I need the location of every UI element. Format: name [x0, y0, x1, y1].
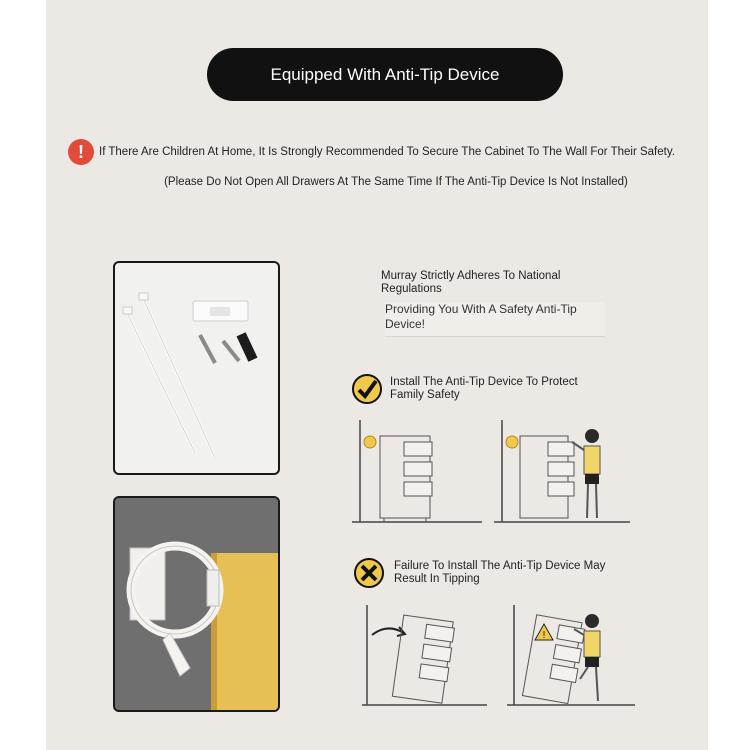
tipping-cabinet — [392, 615, 455, 703]
install-caption: Install The Anti-Tip Device To Protect Family Safety — [390, 376, 578, 401]
exclamation-icon: ! — [68, 139, 94, 165]
cabinet-side — [215, 553, 278, 710]
warning-row — [68, 139, 708, 165]
cable-tie-2-head — [139, 293, 148, 300]
checkmark-icon — [352, 374, 382, 404]
screw-1 — [200, 335, 215, 363]
kit-contents-illustration — [115, 263, 278, 473]
svg-text:!: ! — [542, 630, 546, 641]
child-head — [585, 429, 599, 443]
anti-tip-anchor-icon — [364, 436, 376, 448]
cable-tie-1-head — [123, 307, 132, 314]
drawer-3 — [404, 482, 432, 496]
strap-buckle — [207, 570, 219, 606]
cable-tie-1-edge — [127, 313, 195, 453]
warning-text: If There Are Children At Home, It Is Strongly Recommended To Secure The Cabinet To The Wall For Their Safety. — [99, 146, 675, 158]
tipping-cabinet-2 — [522, 615, 585, 704]
drawer-note: (Please Do Not Open All Drawers At The Same Time If The Anti-Tip Device Is Not Installed) — [164, 176, 628, 188]
section-title: Equipped With Anti-Tip Device — [270, 64, 500, 84]
child-shirt — [584, 446, 600, 474]
wall-bracket-slot — [210, 307, 230, 316]
drawer-2-1 — [548, 442, 574, 456]
climbing-child-shirt — [584, 631, 600, 657]
kit-contents-photo — [113, 261, 280, 475]
screw-2 — [223, 341, 239, 361]
installed-cabinet-illustration — [352, 420, 632, 525]
x-mark-icon — [354, 558, 384, 588]
regulation-subline: Providing You With A Safety Anti-Tip Device! — [385, 302, 605, 337]
cable-tie-2-edge — [143, 298, 215, 458]
drawer-2-2 — [548, 462, 574, 476]
tipping-cabinet-illustration — [352, 605, 637, 710]
tip-arrow-icon — [372, 628, 404, 635]
drawer-2-3 — [548, 482, 574, 496]
regulation-headline: Murray Strictly Adheres To National Regulations — [381, 270, 561, 295]
drawer-2 — [404, 462, 432, 476]
drawer-1 — [404, 442, 432, 456]
strap-closeup-illustration — [115, 498, 278, 710]
strap-closeup-photo — [113, 496, 280, 712]
anti-tip-anchor-icon-2 — [506, 436, 518, 448]
climbing-child-head — [585, 614, 599, 628]
failure-caption: Failure To Install The Anti-Tip Device May Result In Tipping — [394, 560, 606, 585]
child-shorts — [585, 474, 599, 484]
wall-anchor — [237, 332, 258, 362]
section-title-pill — [207, 48, 563, 101]
